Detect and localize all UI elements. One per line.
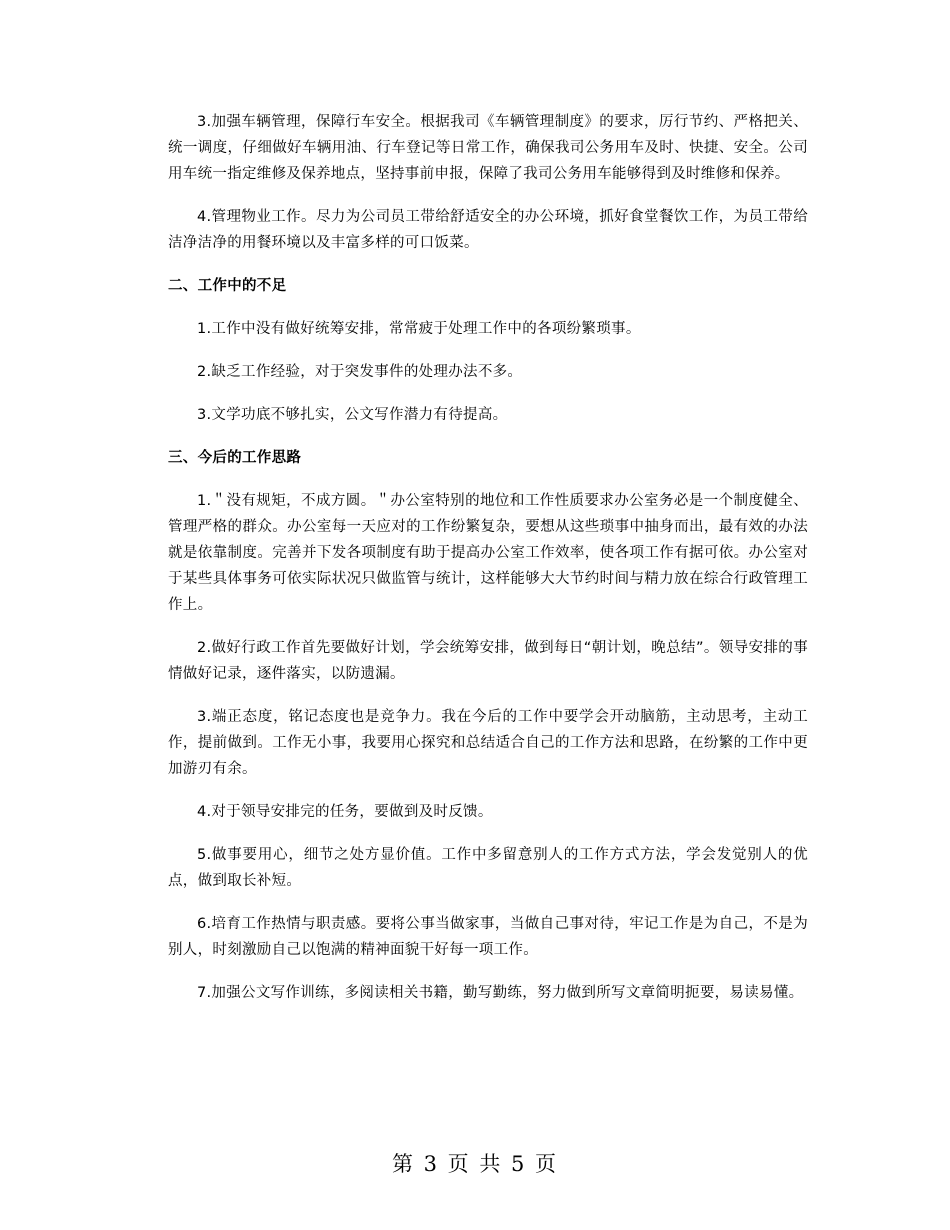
paragraph-shortcoming-1: 1.工作中没有做好统筹安排，常常疲于处理工作中的各项纷繁琐事。 [197, 321, 641, 337]
paragraph-plan-1: 1.＂没有规矩，不成方圆。＂办公室特别的地位和工作性质要求办公室务必是一个制度健全、管理严格的群众。办公室每一天应对的工作纷繁复杂，要想从这些琐事中抽身而出，最有效的办法就是依靠制度。完善并下发各项制度有助于提高办公室工作效率，使各项工作有据可依。办公室对于某些具体事务可依实际状况只做监管与统计，这样能够大大节约时间与精力放在综合行政管理工作上。 [168, 493, 808, 613]
paragraph-vehicle-management: 3.加强车辆管理，保障行车安全。根据我司《车辆管理制度》的要求，厉行节约、严格把关、统一调度，仔细做好车辆用油、行车登记等日常工作，确保我司公务用车及时、快捷、安全。公司用车统一指定维修及保养地点，坚持事前申报，保障了我司公务用车能够得到及时维修和保养。 [168, 114, 808, 182]
paragraph-plan-7: 7.加强公文写作训练，多阅读相关书籍，勤写勤练，努力做到所写文章简明扼要，易读易懂。 [197, 985, 804, 1001]
page-number-label: 第 3 页 共 5 页 [391, 1152, 559, 1176]
page-footer [0, 1150, 950, 1178]
paragraph-plan-6: 6.培育工作热情与职责感。要将公事当做家事，当做自己事对待，牢记工作是为自己，不是为别人，时刻激励自己以饱满的精神面貌干好每一项工作。 [168, 916, 808, 958]
section-heading-future-plans: 三、今后的工作思路 [168, 450, 302, 466]
document-body [168, 109, 808, 1023]
paragraph-plan-4: 4.对于领导安排完的任务，要做到及时反馈。 [197, 804, 493, 820]
section-heading-shortcomings: 二、工作中的不足 [168, 278, 287, 294]
paragraph-property-management: 4.管理物业工作。尽力为公司员工带给舒适安全的办公环境，抓好食堂餐饮工作，为员工带给洁净洁净的用餐环境以及丰富多样的可口饭菜。 [168, 209, 808, 251]
paragraph-shortcoming-2: 2.缺乏工作经验，对于突发事件的处理办法不多。 [197, 364, 523, 380]
paragraph-plan-2: 2.做好行政工作首先要做好计划，学会统筹安排，做到每日“朝计划，晚总结”。领导安排的事情做好记录，逐件落实，以防遗漏。 [168, 640, 808, 682]
paragraph-shortcoming-3: 3.文学功底不够扎实，公文写作潜力有待提高。 [197, 407, 508, 423]
paragraph-plan-3: 3.端正态度，铭记态度也是竞争力。我在今后的工作中要学会开动脑筋，主动思考，主动工作，提前做到。工作无小事，我要用心探究和总结适合自己的工作方法和思路，在纷繁的工作中更加游刃有余。 [168, 709, 808, 777]
paragraph-plan-5: 5.做事要用心，细节之处方显价值。工作中多留意别人的工作方式方法，学会发觉别人的优点，做到取长补短。 [168, 847, 808, 889]
